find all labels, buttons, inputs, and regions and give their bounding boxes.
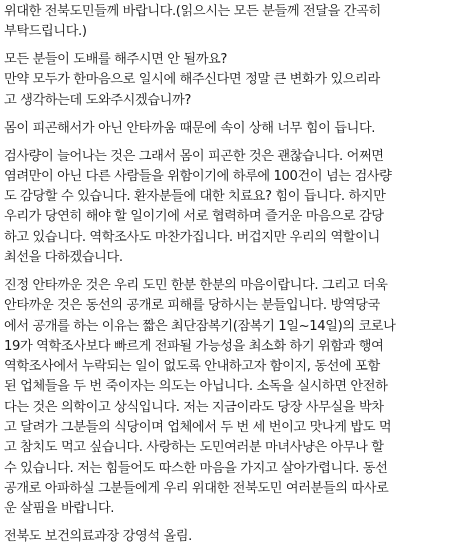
text-line: 부탁드립니다.) xyxy=(4,24,87,40)
text-line: 염려만이 아닌 다른 사람들을 위함이기에 하루에 100건이 넘는 검사량 xyxy=(4,168,392,184)
text-line: 역학조사에서 누락되는 일이 없도록 안내하고자 함이지, 동선에 포함 xyxy=(4,359,380,375)
text-line: 몸이 피곤해서가 아닌 안타까움 때문에 속이 상해 너무 힘이 듭니다. xyxy=(4,120,376,136)
text-line: 공개로 아파하실 그분들에게 우리 위대한 전북도민 여러분들의 따사로 xyxy=(4,480,389,496)
text-line: 에서 공개를 하는 이유는 짧은 최단잠복기(잠복기 1일~14일)의 코로나 xyxy=(4,318,396,334)
text-line: 하고 있습니다. 역학조사도 마찬가집니다. 버겁지만 우리의 역할이니 xyxy=(4,229,380,245)
text-line: 검사량이 늘어나는 것은 그래서 몸이 피곤한 것은 괜찮습니다. 어쩌면 xyxy=(4,148,384,164)
text-line: 19가 역학조사보다 빠르게 전파될 가능성을 최소화 하기 위함과 행여 xyxy=(4,338,384,354)
paragraph-feeling xyxy=(4,119,470,139)
text-line: 다는 것은 의학이고 상식입니다. 저는 지금이라도 당장 사무실을 박차 xyxy=(4,399,384,415)
text-line: 고 생각하는데 도와주시겠습니까? xyxy=(4,92,191,108)
text-line: 만약 모두가 한마음으로 일시에 해주신다면 정말 큰 변화가 있으리라 xyxy=(4,72,380,88)
paragraph-workload xyxy=(4,147,470,269)
paragraph-disclosure xyxy=(4,276,470,520)
text-line: 된 업체들을 두 번 죽이자는 의도는 아닙니다. 소독을 실시하면 안전하 xyxy=(4,379,388,395)
paragraph-question xyxy=(4,50,470,111)
text-line: 모든 분들이 도배를 해주시면 안 될까요? xyxy=(4,52,227,68)
letter-document xyxy=(4,2,470,547)
text-line: 수 있습니다. 저는 힘들어도 따스한 마음을 가지고 살아가렵니다. 동선 xyxy=(4,460,388,476)
paragraph-request xyxy=(4,2,470,43)
text-line: 위대한 전북도민들께 바랍니다.(읽으시는 모든 분들께 전달을 간곡히 xyxy=(4,4,381,19)
text-line: 고 달려가 그분들의 식당이며 업체에서 두 번 세 번이고 맛나게 밥도 먹 xyxy=(4,420,392,436)
text-line: 고 참치도 먹고 싶습니다. 사랑하는 도민여러분 마녀사냥은 아무나 할 xyxy=(4,440,384,456)
text-line: 최선을 다하겠습니다. xyxy=(4,250,123,266)
signature-line xyxy=(4,527,470,547)
text-line: 우리가 당연히 해야 할 일이기에 서로 협력하며 즐거운 마음으로 감당 xyxy=(4,209,384,225)
text-line: 운 살핌을 바랍니다. xyxy=(4,501,115,517)
text-line: 진정 안타까운 것은 우리 도민 한분 한분의 마음이랍니다. 그리고 더욱 xyxy=(4,277,388,293)
text-line: 안타까운 것은 동선의 공개로 피해를 당하시는 분들입니다. 방역당국 xyxy=(4,298,380,314)
text-line: 전북도 보건의료과장 강영석 올림. xyxy=(4,529,192,545)
text-line: 도 감당할 수 있습니다. 환자분들에 대한 치료요? 힘이 듭니다. 하지만 xyxy=(4,189,386,205)
